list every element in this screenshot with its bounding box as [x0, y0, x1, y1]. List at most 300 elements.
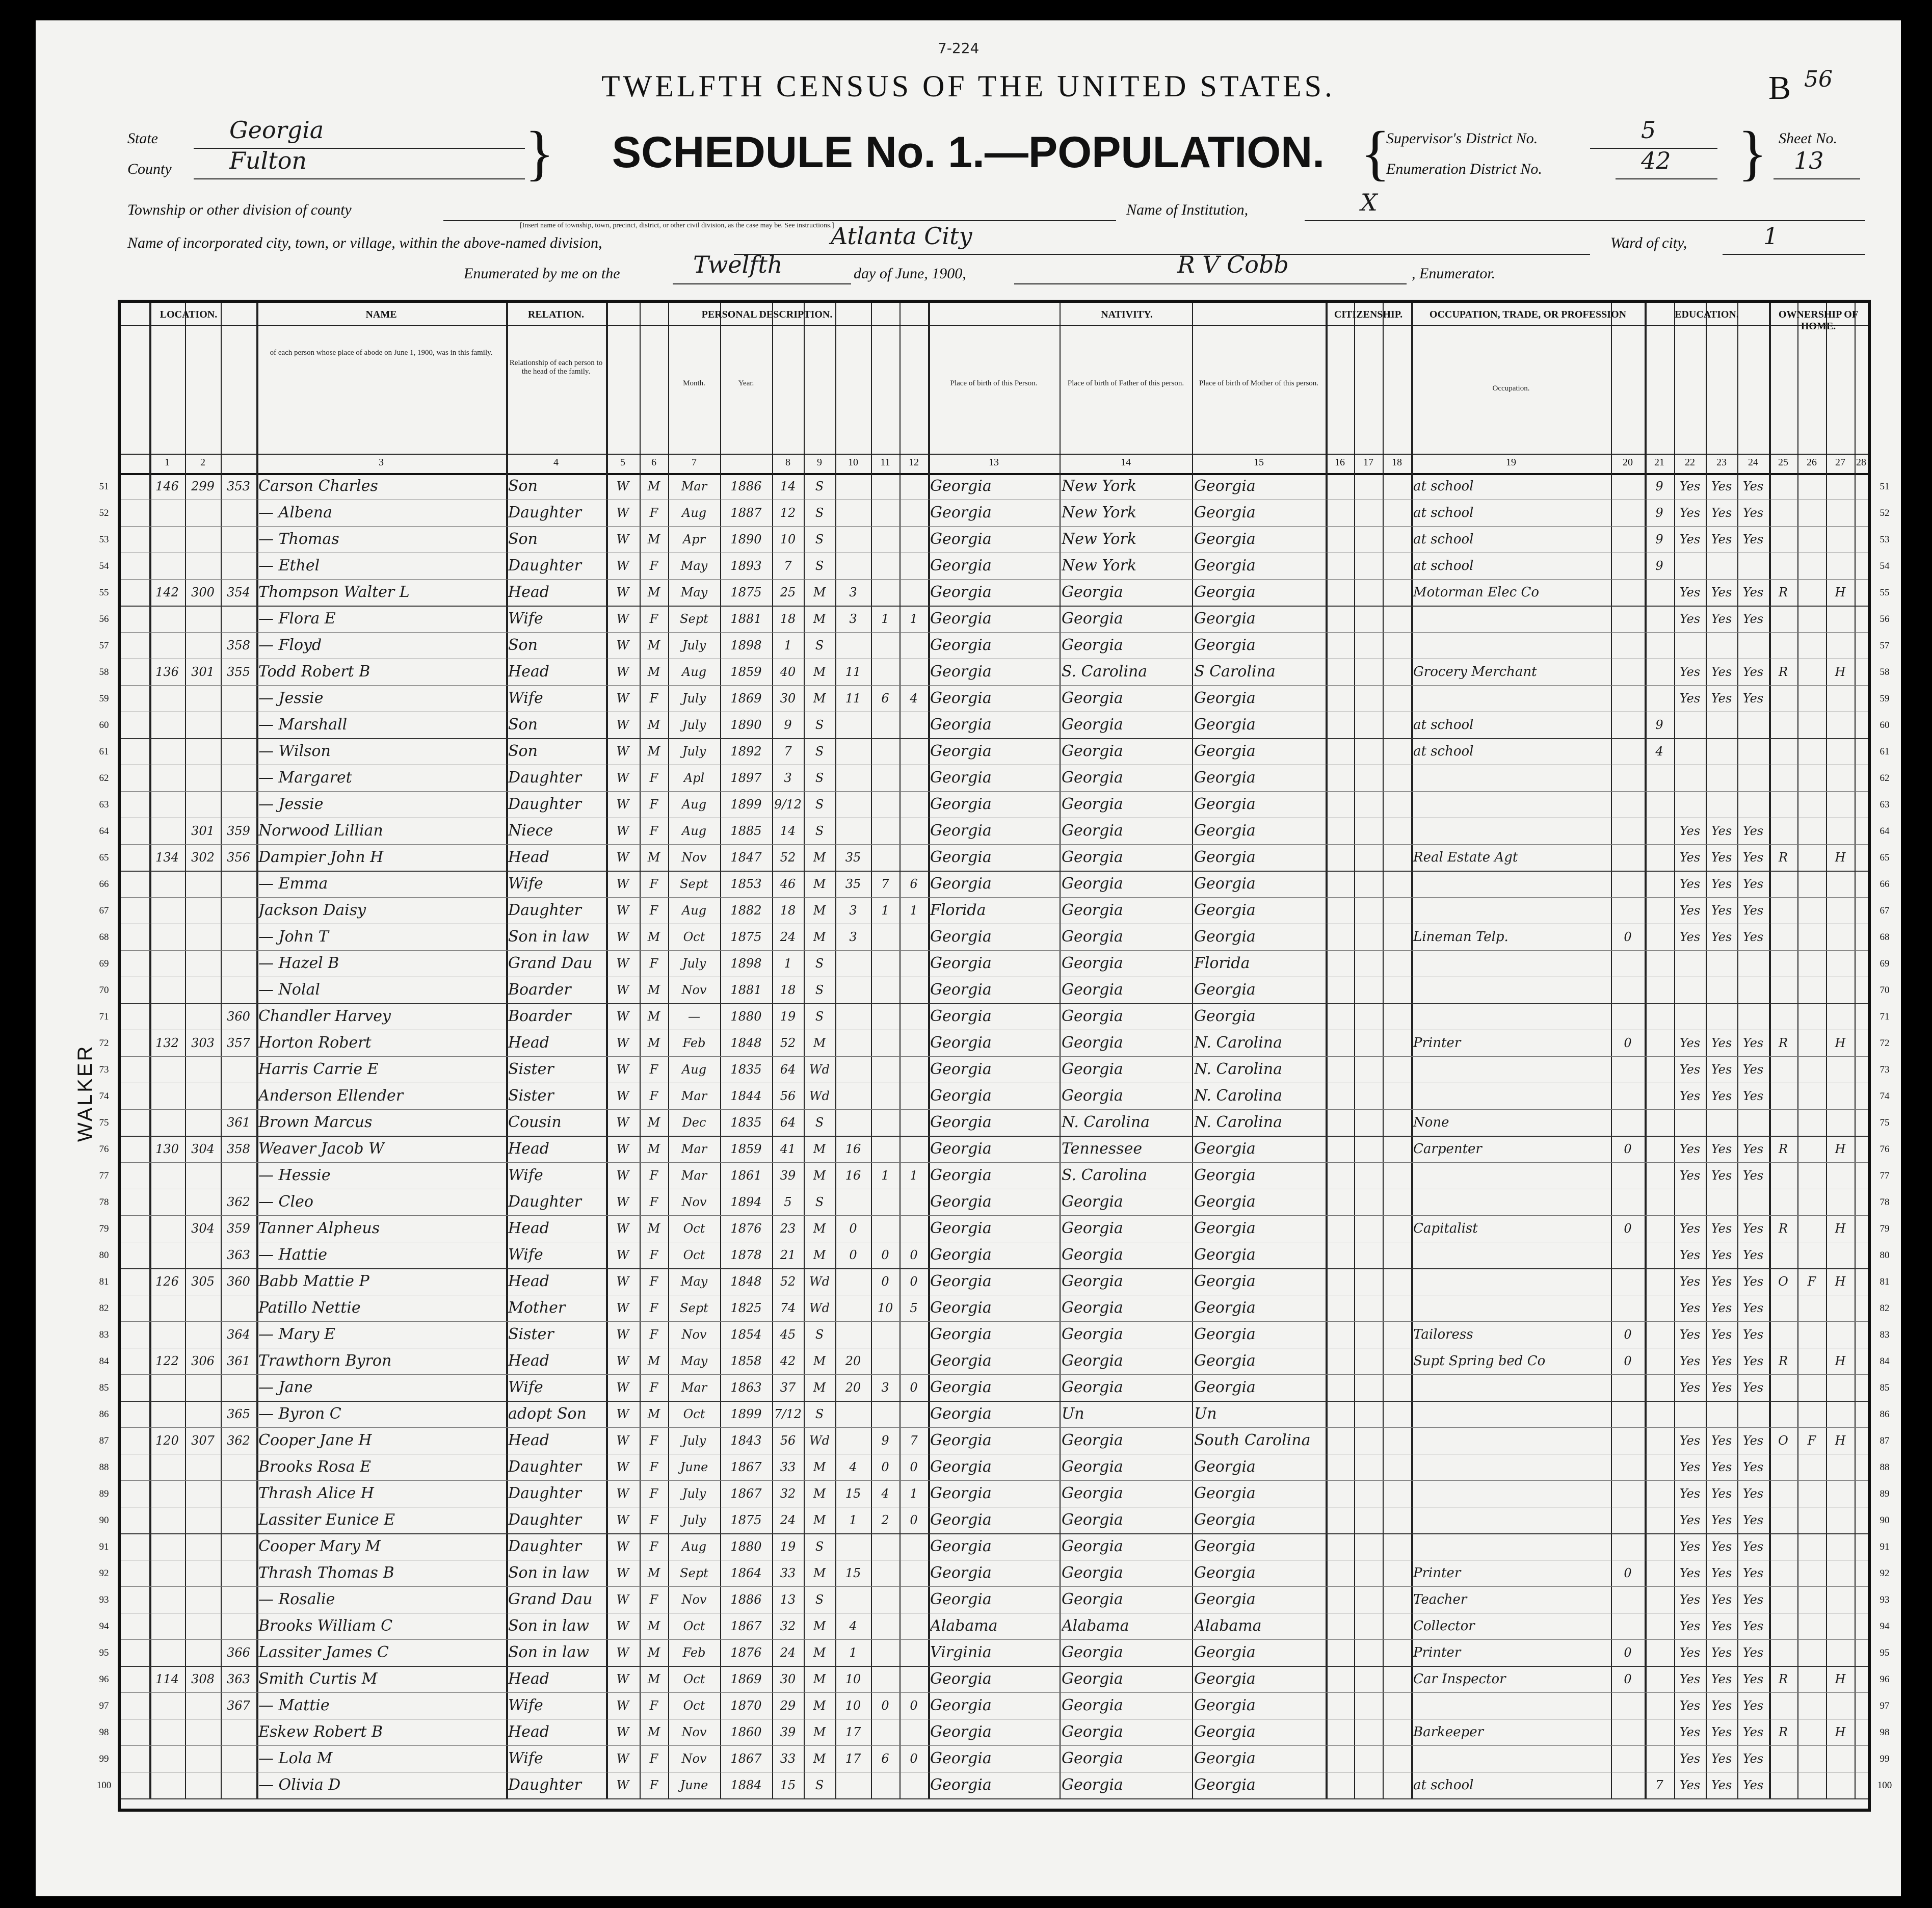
sheet-side: B: [1768, 69, 1791, 107]
cell-eng: Yes: [1742, 1486, 1764, 1501]
cell-ms: S: [815, 1778, 824, 1792]
cell-write: Yes: [1711, 1062, 1732, 1077]
row-number: 66: [1880, 879, 1890, 890]
row-number: 87: [1880, 1435, 1890, 1446]
cell-write: Yes: [1711, 665, 1732, 679]
cell-mb2: Georgia: [1194, 1140, 1256, 1158]
cell-year: 1825: [730, 1301, 762, 1315]
cell-ms: M: [813, 1619, 826, 1633]
cell-house: 136: [155, 665, 179, 679]
population-table: [96, 300, 1892, 1812]
cell-mb2: Georgia: [1194, 981, 1256, 999]
row-number: 55: [1880, 587, 1890, 598]
cell-write: Yes: [1711, 1036, 1732, 1050]
cell-own: O: [1778, 1274, 1788, 1289]
cell-ym: 10: [845, 1672, 861, 1686]
cell-eng: Yes: [1742, 691, 1764, 705]
column-number: 15: [1254, 457, 1264, 468]
cell-rel: Head: [508, 583, 550, 601]
cell-mb2: Georgia: [1194, 1219, 1256, 1237]
cell-name: Eskew Robert B: [258, 1723, 383, 1741]
cell-name: Anderson Ellender: [258, 1087, 404, 1105]
row-number: 82: [1880, 1303, 1890, 1314]
cell-sex: F: [649, 612, 658, 626]
cell-farm: H: [1835, 850, 1846, 865]
cell-ym: 3: [849, 930, 857, 944]
cell-mb2: Georgia: [1194, 1537, 1256, 1555]
cell-rel: Boarder: [508, 1007, 571, 1025]
cell-occ: at school: [1413, 479, 1474, 494]
row-number: 80: [99, 1250, 109, 1261]
column-number: 16: [1335, 457, 1345, 468]
cell-farm: H: [1835, 1274, 1846, 1289]
cell-occ: at school: [1413, 744, 1474, 759]
cell-ym: 4: [849, 1619, 857, 1633]
cell-ms: M: [813, 877, 826, 891]
cell-rel: Son in law: [508, 1617, 590, 1635]
column-number: 22: [1685, 457, 1695, 468]
column-number: 8: [785, 457, 790, 468]
cell-house: 142: [155, 585, 179, 599]
row-number: 65: [1880, 852, 1890, 863]
cell-fb: Georgia: [1062, 1696, 1123, 1714]
cell-read: Yes: [1679, 877, 1701, 891]
cell-year: 1884: [730, 1778, 762, 1792]
cell-rel: Daughter: [508, 795, 581, 813]
cell-sex: M: [647, 850, 660, 865]
township-note: [Insert name of township, town, precinct, district, or other civil division, as the case may be. See instructions.]: [520, 222, 834, 229]
cell-eng: Yes: [1742, 1539, 1764, 1554]
cell-mb2: Georgia: [1194, 1749, 1256, 1767]
cell-age: 42: [780, 1354, 796, 1368]
cell-rel: Daughter: [508, 901, 581, 919]
cell-ym: 15: [845, 1566, 861, 1580]
cell-ym: 35: [845, 850, 861, 865]
enumerator-value: R V Cobb: [1177, 251, 1289, 278]
cell-mb2: Georgia: [1194, 901, 1256, 919]
cell-mb: 1: [881, 903, 889, 918]
cell-year: 1898: [730, 956, 762, 971]
cell-year: 1875: [730, 1513, 762, 1527]
cell-sex: F: [649, 771, 658, 785]
cell-name: Horton Robert: [258, 1034, 372, 1052]
enumeration-value: 42: [1641, 147, 1671, 174]
cell-rel: Wife: [508, 689, 543, 707]
cell-mb2: Georgia: [1194, 689, 1256, 707]
cell-write: Yes: [1711, 1778, 1732, 1792]
cell-eng: Yes: [1742, 877, 1764, 891]
cell-rel: Head: [508, 848, 550, 866]
cell-fb: Georgia: [1062, 928, 1123, 946]
cell-mb2: N. Carolina: [1194, 1087, 1283, 1105]
cell-mb: 0: [881, 1460, 889, 1474]
cell-month: July: [682, 744, 706, 759]
cell-ym: 3: [849, 585, 857, 599]
cell-age: 30: [780, 1672, 796, 1686]
cell-eng: Yes: [1742, 1752, 1764, 1766]
cell-color: W: [616, 930, 629, 944]
row-number: 97: [99, 1701, 109, 1711]
cell-month: Mar: [681, 1089, 707, 1103]
cell-color: W: [616, 1645, 629, 1660]
row-number: 94: [1880, 1621, 1890, 1632]
cell-read: Yes: [1679, 1698, 1701, 1713]
cell-fb: Georgia: [1062, 1431, 1123, 1449]
cell-mb2: Georgia: [1194, 716, 1256, 734]
cell-read: Yes: [1679, 824, 1701, 838]
cell-sex: F: [649, 956, 658, 971]
cell-bp: Georgia: [930, 610, 992, 628]
cell-year: 1867: [730, 1486, 762, 1501]
cell-month: Mar: [681, 1380, 707, 1395]
cell-mb2: Georgia: [1194, 1458, 1256, 1476]
cell-year: 1897: [730, 771, 762, 785]
row-number: 56: [99, 614, 109, 624]
cell-farm: H: [1835, 1142, 1846, 1156]
cell-write: Yes: [1711, 1566, 1732, 1580]
cell-month: Feb: [682, 1645, 706, 1660]
cell-month: Oct: [683, 1619, 705, 1633]
cell-fam: 360: [227, 1009, 250, 1024]
cell-sch: 4: [1655, 744, 1663, 759]
column-number: 5: [620, 457, 625, 468]
cell-eng: Yes: [1742, 1062, 1764, 1077]
column-number: 19: [1506, 457, 1516, 468]
cell-ms: M: [813, 665, 826, 679]
cell-rel: Boarder: [508, 981, 571, 999]
column-number: 20: [1623, 457, 1633, 468]
cell-mb: 0: [881, 1698, 889, 1713]
cell-month: Dec: [682, 1115, 706, 1130]
cell-read: Yes: [1679, 850, 1701, 865]
cell-age: 25: [780, 585, 796, 599]
cell-mb2: Georgia: [1194, 1246, 1256, 1264]
cell-rel: Son: [508, 636, 538, 654]
cell-mo: 0: [1624, 1566, 1632, 1580]
cell-occ: None: [1413, 1115, 1449, 1130]
cell-month: Apl: [683, 771, 705, 785]
cell-read: Yes: [1679, 903, 1701, 918]
cell-eng: Yes: [1742, 1354, 1764, 1368]
cell-sex: M: [647, 532, 660, 546]
sheet-no-value: 13: [1794, 147, 1824, 174]
cell-write: Yes: [1711, 1672, 1732, 1686]
cell-ms: M: [813, 1142, 826, 1156]
cell-age: 37: [780, 1380, 796, 1395]
cell-age: 32: [780, 1619, 796, 1633]
cell-color: W: [616, 532, 629, 546]
row-number: 53: [1880, 534, 1890, 545]
cell-occ: Lineman Telp.: [1413, 929, 1508, 945]
cell-name: — Thomas: [258, 530, 339, 548]
cell-month: Nov: [681, 1195, 707, 1209]
cell-read: Yes: [1679, 1645, 1701, 1660]
cell-occ: Barkeeper: [1413, 1724, 1484, 1740]
cell-dwell: 301: [191, 665, 215, 679]
cell-cl: 0: [910, 1460, 918, 1474]
cell-age: 15: [780, 1778, 796, 1792]
cell-write: Yes: [1711, 850, 1732, 865]
cell-year: 1844: [730, 1089, 762, 1103]
cell-own: R: [1778, 665, 1788, 679]
cell-month: Nov: [681, 1752, 707, 1766]
cell-write: Yes: [1711, 1619, 1732, 1633]
cell-read: Yes: [1679, 1354, 1701, 1368]
cell-ms: S: [815, 1327, 824, 1342]
cell-year: 1875: [730, 585, 762, 599]
cell-read: Yes: [1679, 1168, 1701, 1183]
cell-year: 1890: [730, 718, 762, 732]
cell-ms: S: [815, 1115, 824, 1130]
cell-color: W: [616, 903, 629, 918]
cell-age: 52: [780, 850, 796, 865]
cell-age: 46: [780, 877, 796, 891]
row-number: 100: [96, 1780, 112, 1791]
row-number: 58: [99, 667, 109, 677]
cell-month: Oct: [683, 1698, 705, 1713]
cell-bp: Georgia: [930, 875, 992, 893]
cell-write: Yes: [1711, 1274, 1732, 1289]
cell-ym: 0: [849, 1248, 857, 1262]
cell-sex: F: [649, 1486, 658, 1501]
cell-age: 18: [780, 903, 796, 918]
cell-fb: Georgia: [1062, 822, 1123, 840]
cell-fb: Tennessee: [1062, 1140, 1143, 1158]
cell-color: W: [616, 1539, 629, 1554]
row-number: 76: [99, 1144, 109, 1155]
cell-eng: Yes: [1742, 1301, 1764, 1315]
cell-fb: Georgia: [1062, 716, 1123, 734]
cell-age: 3: [784, 771, 792, 785]
cell-sex: F: [649, 1433, 658, 1448]
cell-mb: 10: [877, 1301, 893, 1315]
cell-name: Cooper Mary M: [258, 1537, 381, 1555]
cell-mb: 0: [881, 1248, 889, 1262]
cell-sex: M: [647, 585, 660, 599]
cell-color: W: [616, 691, 629, 705]
row-number: 87: [99, 1435, 109, 1446]
cell-sex: F: [649, 1380, 658, 1395]
cell-ms: M: [813, 1486, 826, 1501]
cell-mb: 3: [881, 1380, 889, 1395]
cell-age: 56: [780, 1089, 796, 1103]
cell-mb: 2: [881, 1513, 889, 1527]
cell-sex: F: [649, 506, 658, 520]
cell-mb2: Georgia: [1194, 1696, 1256, 1714]
row-number: 68: [99, 932, 109, 943]
cell-ym: 0: [849, 1221, 857, 1236]
cell-ms: Wd: [809, 1274, 830, 1289]
cell-color: W: [616, 638, 629, 652]
row-number: 59: [99, 693, 109, 704]
cell-rel: Daughter: [508, 1193, 581, 1211]
cell-month: May: [680, 1354, 708, 1368]
ward-label: Ward of city,: [1610, 234, 1687, 251]
cell-age: 24: [780, 930, 796, 944]
cell-color: W: [616, 1698, 629, 1713]
cell-bp: Georgia: [930, 1219, 992, 1237]
cell-month: May: [680, 1274, 708, 1289]
cell-ms: S: [815, 797, 824, 812]
cell-cl: 0: [910, 1274, 918, 1289]
cell-mb2: Georgia: [1194, 504, 1256, 521]
supervisor-value: 5: [1641, 116, 1656, 144]
cell-fb: Georgia: [1062, 1723, 1123, 1741]
cell-sex: M: [647, 479, 660, 493]
cell-bp: Georgia: [930, 1564, 992, 1582]
cell-fb: Georgia: [1062, 1087, 1123, 1105]
cell-year: 1881: [730, 983, 762, 997]
cell-color: W: [616, 1248, 629, 1262]
cell-bp: Georgia: [930, 1325, 992, 1343]
cell-write: Yes: [1711, 1089, 1732, 1103]
cell-fb: Georgia: [1062, 1749, 1123, 1767]
cell-age: 64: [780, 1115, 796, 1130]
cell-occ: Car Inspector: [1413, 1671, 1506, 1687]
cell-eng: Yes: [1742, 1168, 1764, 1183]
cell-ym: 11: [845, 665, 861, 679]
cell-mb2: N. Carolina: [1194, 1034, 1283, 1052]
cell-fb: Georgia: [1062, 901, 1123, 919]
cell-write: Yes: [1711, 877, 1732, 891]
cell-read: Yes: [1679, 1725, 1701, 1739]
column-number: 18: [1392, 457, 1402, 468]
cell-color: W: [616, 1062, 629, 1077]
group-header: NAME: [365, 309, 397, 320]
cell-name: — Albena: [258, 504, 332, 521]
cell-eng: Yes: [1742, 506, 1764, 520]
row-number: 69: [99, 958, 109, 969]
cell-farm: H: [1835, 1354, 1846, 1368]
cell-dwell: 305: [191, 1274, 215, 1289]
cell-eng: Yes: [1742, 1460, 1764, 1474]
cell-rel: Wife: [508, 1696, 543, 1714]
cell-sex: M: [647, 1407, 660, 1421]
column-number: 1: [165, 457, 170, 468]
cell-mb2: Georgia: [1194, 1511, 1256, 1529]
cell-year: 1858: [730, 1354, 762, 1368]
cell-mb2: N. Carolina: [1194, 1060, 1283, 1078]
cell-age: 23: [780, 1221, 796, 1236]
cell-color: W: [616, 1036, 629, 1050]
cell-name: — Wilson: [258, 742, 331, 760]
cell-eng: Yes: [1742, 612, 1764, 626]
cell-sex: F: [649, 824, 658, 838]
cell-name: Dampier John H: [258, 848, 384, 866]
cell-age: 7: [784, 744, 792, 759]
cell-color: W: [616, 824, 629, 838]
cell-color: W: [616, 479, 629, 493]
cell-sex: M: [647, 983, 660, 997]
cell-fb: Georgia: [1062, 1007, 1123, 1025]
cell-age: 5: [784, 1195, 792, 1209]
cell-rel: Niece: [508, 822, 553, 840]
cell-write: Yes: [1711, 1380, 1732, 1395]
cell-month: Oct: [683, 1672, 705, 1686]
row-number: 96: [1880, 1674, 1890, 1685]
cell-bp: Georgia: [930, 1590, 992, 1608]
cell-mb2: Georgia: [1194, 583, 1256, 601]
cell-farm: H: [1835, 1433, 1846, 1448]
enumerated-day: Twelfth: [693, 251, 783, 278]
row-number: 58: [1880, 667, 1890, 677]
cell-occ: Teacher: [1413, 1592, 1467, 1607]
cell-age: 56: [780, 1433, 796, 1448]
subheader-birth-father: Place of birth of Father of this person.: [1067, 379, 1184, 387]
cell-eng: Yes: [1742, 1036, 1764, 1050]
cell-year: 1867: [730, 1460, 762, 1474]
cell-read: Yes: [1679, 1539, 1701, 1554]
cell-month: Aug: [681, 506, 707, 520]
cell-sex: M: [647, 1115, 660, 1130]
cell-ms: M: [813, 1725, 826, 1739]
cell-fb: New York: [1062, 530, 1136, 548]
cell-occ: at school: [1413, 1778, 1474, 1793]
cell-bp: Georgia: [930, 1723, 992, 1741]
cell-mb: 6: [881, 1752, 889, 1766]
cell-dwell: 306: [191, 1354, 215, 1368]
cell-rel: Head: [508, 1670, 550, 1688]
row-number: 52: [99, 508, 109, 518]
cell-age: 33: [780, 1752, 796, 1766]
group-header: CITIZENSHIP.: [1334, 309, 1403, 320]
cell-mo: 0: [1624, 1036, 1632, 1050]
cell-sex: F: [649, 1592, 658, 1607]
cell-bp: Georgia: [930, 1749, 992, 1767]
cell-occ: Printer: [1413, 1565, 1461, 1581]
cell-own: R: [1778, 1142, 1788, 1156]
cell-ms: S: [815, 1407, 824, 1421]
cell-farm: H: [1835, 1036, 1846, 1050]
cell-write: Yes: [1711, 1486, 1732, 1501]
cell-rel: Daughter: [508, 1511, 581, 1529]
cell-mb2: Georgia: [1194, 557, 1256, 574]
cell-month: May: [680, 585, 708, 599]
cell-write: Yes: [1711, 1354, 1732, 1368]
cell-color: W: [616, 1672, 629, 1686]
cell-fb: S. Carolina: [1062, 1166, 1148, 1184]
cell-house: 132: [155, 1036, 179, 1050]
row-number: 98: [1880, 1727, 1890, 1738]
row-number: 69: [1880, 958, 1890, 969]
cell-month: Aug: [681, 1062, 707, 1077]
cell-read: Yes: [1679, 1672, 1701, 1686]
cell-name: — Mattie: [258, 1696, 330, 1714]
cell-fam: 361: [227, 1354, 250, 1368]
cell-name: — Cleo: [258, 1193, 313, 1211]
cell-bp: Georgia: [930, 477, 992, 495]
cell-occ: Collector: [1413, 1618, 1475, 1634]
cell-read: Yes: [1679, 1778, 1701, 1792]
cell-free: F: [1807, 1433, 1816, 1448]
cell-ms: M: [813, 1380, 826, 1395]
cell-ym: 20: [845, 1354, 861, 1368]
cell-rel: Daughter: [508, 1458, 581, 1476]
column-number: 2: [200, 457, 205, 468]
subheader-birth-mother: Place of birth of Mother of this person.: [1199, 379, 1319, 387]
cell-color: W: [616, 1725, 629, 1739]
cell-ym: 17: [845, 1752, 861, 1766]
cell-sex: F: [649, 559, 658, 573]
cell-mb2: Georgia: [1194, 1272, 1256, 1290]
cell-bp: Georgia: [930, 822, 992, 840]
cell-write: Yes: [1711, 1301, 1732, 1315]
cell-cl: 1: [910, 612, 918, 626]
cell-sch: 9: [1655, 718, 1663, 732]
cell-write: Yes: [1711, 1248, 1732, 1262]
cell-eng: Yes: [1742, 585, 1764, 599]
subheader-name: of each person whose place of abode on June 1, 1900, was in this family.: [270, 349, 493, 357]
